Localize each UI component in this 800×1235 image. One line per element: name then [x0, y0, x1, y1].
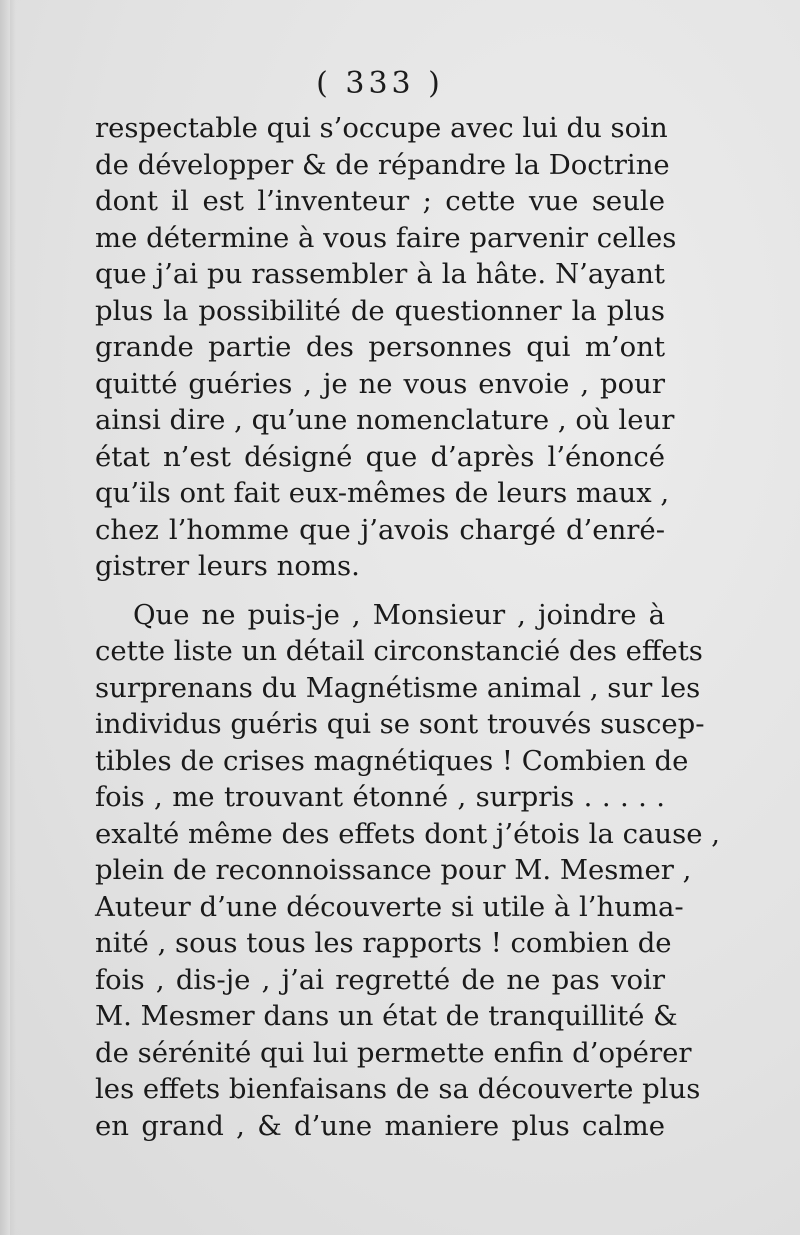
page-edge — [0, 0, 10, 1235]
page-number: ( 333 ) — [316, 66, 444, 101]
text-line: tibles de crises magnétiques ! Combien de — [95, 744, 689, 777]
text-line: les effets bienfaisans de sa découverte plus — [95, 1073, 701, 1105]
text-line: Auteur d’une découverte si utile à l’huma- — [95, 890, 684, 923]
paragraph-gap — [95, 585, 665, 597]
text-line: ainsi dire , qu’une nomenclature , où leur — [95, 404, 675, 436]
text-line: exalté même des effets dont j’étois la cause , — [95, 817, 720, 850]
text-line: fois , me trouvant étonné , surpris . . . . . — [95, 781, 665, 813]
text-line: chez l’homme que j’avois chargé d’enré- — [95, 513, 665, 546]
text-line: quitté guéries , je ne vous envoie , pour — [95, 367, 665, 400]
text-line: respectable qui s’occupe avec lui du soin — [95, 112, 668, 144]
text-line: de développer & de répandre la Doctrine — [95, 148, 670, 181]
text-line: cette liste un détail circonstancié des effets — [95, 635, 703, 667]
text-line: Que ne puis-je , Monsieur , joindre à — [133, 598, 665, 631]
text-line: de sérénité qui lui permette enfin d’opérer — [95, 1036, 692, 1069]
text-line: état n’est désigné que d’après l’énoncé — [95, 440, 665, 473]
text-line: gistrer leurs noms. — [95, 550, 360, 582]
body-text — [95, 110, 720, 1144]
text-line: dont il est l’inventeur ; cette vue seule — [95, 185, 665, 217]
text-line: qu’ils ont fait eux-mêmes de leurs maux , — [95, 477, 670, 509]
text-line: M. Mesmer dans un état de tranquillité & — [95, 1000, 678, 1032]
text-line: plein de reconnoissance pour M. Mesmer , — [95, 854, 692, 886]
text-line: que j’ai pu rassembler à la hâte. N’ayant — [95, 258, 665, 290]
text-line: nité , sous tous les rapports ! combien de — [95, 927, 672, 959]
paragraph — [95, 597, 720, 1145]
text-line: grande partie des personnes qui m’ont — [95, 331, 665, 363]
spine-shadow — [10, 0, 16, 1235]
text-line: individus guéris qui se sont trouvés suscep- — [95, 708, 705, 740]
text-line: plus la possibilité de questionner la plus — [95, 294, 665, 327]
text-line: me détermine à vous faire parvenir celles — [95, 221, 677, 254]
paragraph — [95, 110, 677, 585]
text-line: fois , dis-je , j’ai regretté de ne pas voir — [95, 963, 665, 996]
text-line: surprenans du Magnétisme animal , sur les — [95, 671, 701, 704]
text-line: en grand , & d’une maniere plus calme — [95, 1109, 665, 1142]
